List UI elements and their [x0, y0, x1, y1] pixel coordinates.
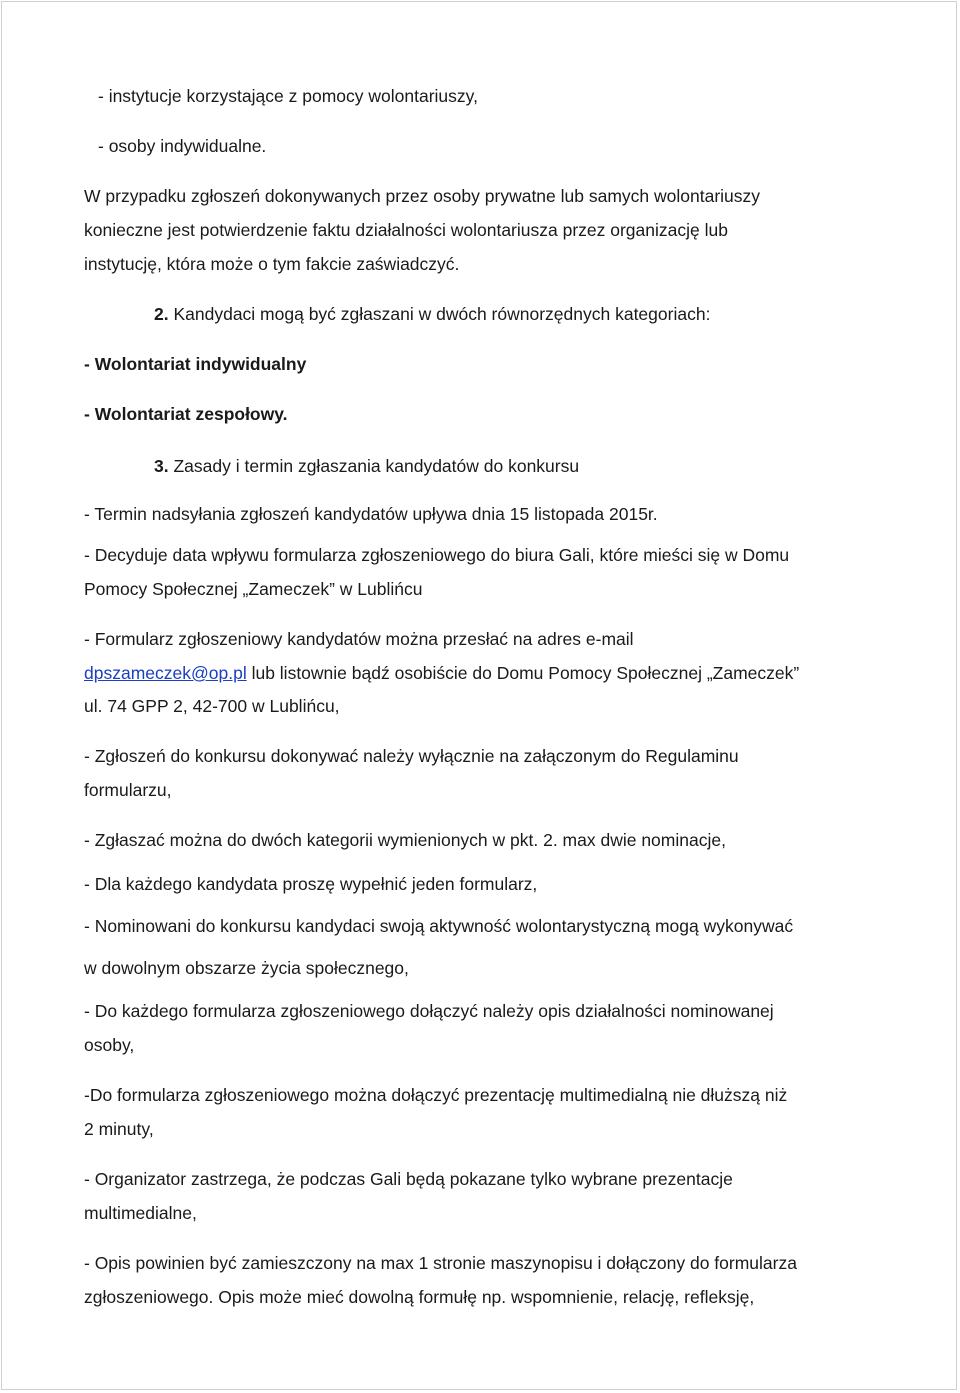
paragraph-line [84, 663, 799, 683]
paragraph-line: multimedialne, [84, 1203, 197, 1223]
category-item: - Wolontariat zespołowy. [84, 404, 288, 424]
paragraph-line: - Opis powinien być zamieszczony na max 1 stronie maszynopisu i dołączony do formularza [84, 1253, 797, 1273]
list-item: - instytucje korzystające z pomocy wolontariuszy, [98, 86, 478, 106]
list-item: - osoby indywidualne. [98, 136, 267, 156]
paragraph-line: 2 minuty, [84, 1119, 154, 1139]
paragraph-line: - Organizator zastrzega, że podczas Gali będą pokazane tylko wybrane prezentacje [84, 1169, 733, 1189]
section-heading-3 [154, 456, 579, 476]
paragraph-line: Pomocy Społecznej „Zameczek” w Lublińcu [84, 579, 423, 599]
paragraph-line: -Do formularza zgłoszeniowego można dołączyć prezentację multimedialną nie dłuższą niż [84, 1085, 788, 1105]
paragraph-line: konieczne jest potwierdzenie faktu działalności wolontariusza przez organizację lub [84, 220, 728, 240]
paragraph-line: - Formularz zgłoszeniowy kandydatów można przesłać na adres e-mail [84, 629, 634, 649]
section-number: 3. [154, 456, 169, 476]
paragraph-line: formularzu, [84, 780, 172, 800]
paragraph-line: osoby, [84, 1035, 135, 1055]
paragraph-line: zgłoszeniowego. Opis może mieć dowolną formułę np. wspomnienie, relację, refleksję, [84, 1287, 755, 1307]
paragraph-line: instytucję, która może o tym fakcie zaświadczyć. [84, 254, 460, 274]
paragraph-line: - Zgłaszać można do dwóch kategorii wymienionych w pkt. 2. max dwie nominacje, [84, 830, 726, 850]
paragraph-line: - Decyduje data wpływu formularza zgłoszeniowego do biura Gali, które mieści się w Domu [84, 545, 790, 565]
paragraph-line: - Zgłoszeń do konkursu dokonywać należy wyłącznie na załączonym do Regulaminu [84, 746, 739, 766]
paragraph-line: ul. 74 GPP 2, 42-700 w Lublińcu, [84, 696, 340, 716]
paragraph-line: w dowolnym obszarze życia społecznego, [84, 958, 409, 978]
section-number: 2. [154, 304, 169, 324]
paragraph-text: lub listownie bądź osobiście do Domu Pomocy Społecznej „Zameczek” [246, 663, 800, 683]
category-item: - Wolontariat indywidualny [84, 354, 307, 374]
paragraph-line: - Dla każdego kandydata proszę wypełnić jeden formularz, [84, 874, 538, 894]
section-title: Zasady i termin zgłaszania kandydatów do konkursu [168, 456, 580, 476]
section-heading-2 [154, 304, 710, 324]
paragraph-line: - Termin nadsyłania zgłoszeń kandydatów upływa dnia 15 listopada 2015r. [84, 504, 658, 524]
email-link[interactable]: dpszameczek@op.pl [84, 663, 247, 683]
paragraph-line: - Nominowani do konkursu kandydaci swoją aktywność wolontarystyczną mogą wykonywać [84, 916, 794, 936]
section-title: Kandydaci mogą być zgłaszani w dwóch równorzędnych kategoriach: [168, 304, 711, 324]
paragraph-line: W przypadku zgłoszeń dokonywanych przez osoby prywatne lub samych wolontariuszy [84, 186, 761, 206]
paragraph-line: - Do każdego formularza zgłoszeniowego dołączyć należy opis działalności nominowanej [84, 1001, 774, 1021]
